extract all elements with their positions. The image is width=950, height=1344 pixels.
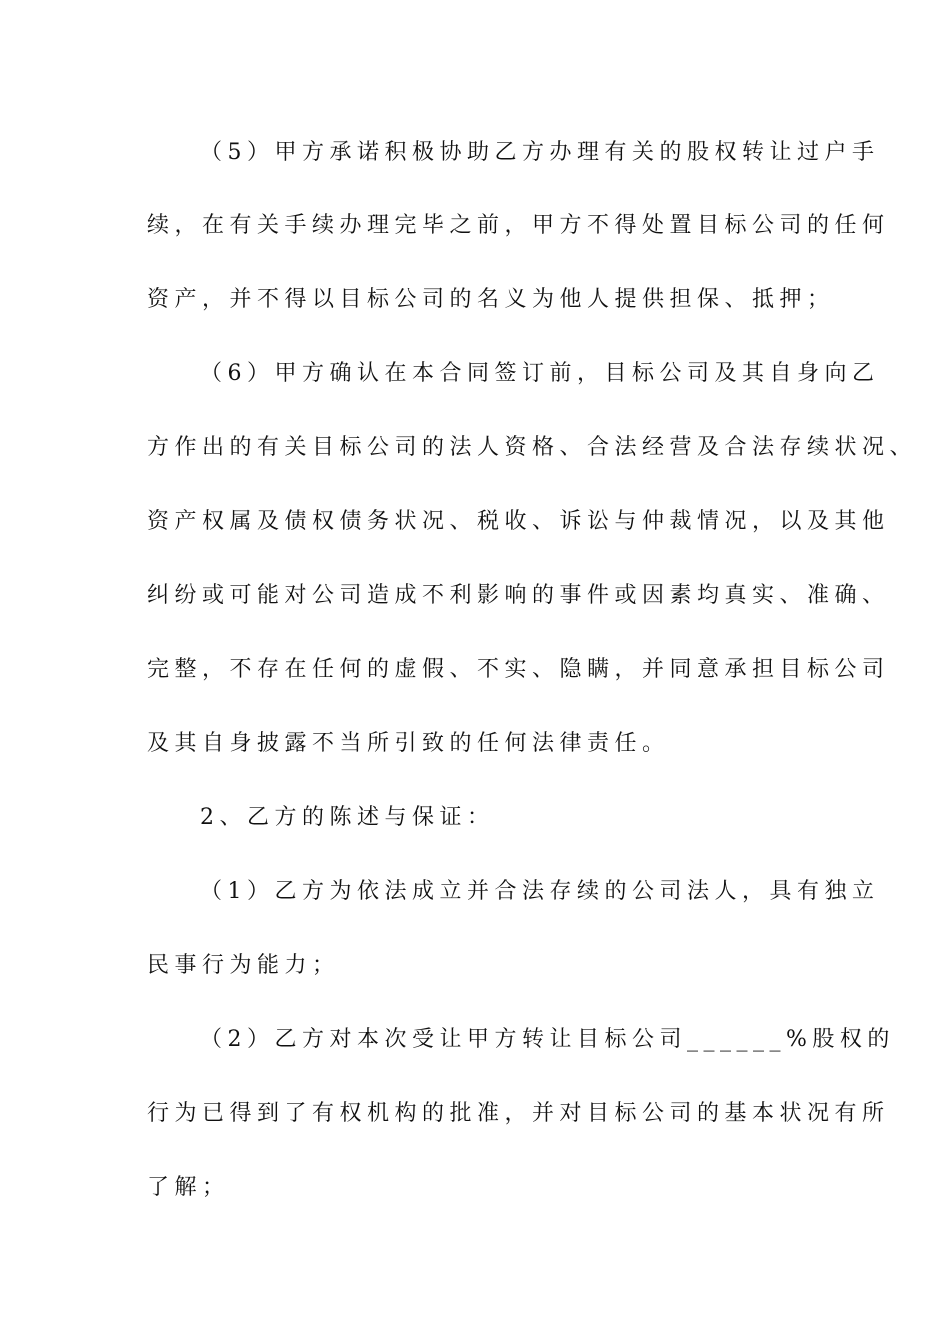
paragraph-b2-line-2: 行为已得到了有权机构的批准，并对目标公司的基本状况有所 <box>147 1101 890 1126</box>
paragraph-6-line-6: 及其自身披露不当所引致的任何法律责任。 <box>147 731 670 756</box>
section-2-heading: 2、乙方的陈述与保证： <box>200 805 495 830</box>
paragraph-6-line-4: 纠纷或可能对公司造成不利影响的事件或因素均真实、准确、 <box>147 583 890 608</box>
paragraph-6-line-5: 完整，不存在任何的虚假、不实、隐瞒，并同意承担目标公司 <box>147 657 890 682</box>
paragraph-5-line-3: 资产，并不得以目标公司的名义为他人提供担保、抵押； <box>147 287 835 312</box>
paragraph-6-line-2: 方作出的有关目标公司的法人资格、合法经营及合法存续状况、 <box>147 435 918 460</box>
paragraph-6-line-1: （6）甲方确认在本合同签订前，目标公司及其自身向乙 <box>200 361 880 386</box>
paragraph-b1-line-2: 民事行为能力； <box>147 953 340 978</box>
paragraph-5-line-1: （5）甲方承诺积极协助乙方办理有关的股权转让过户手 <box>200 140 880 165</box>
paragraph-b2-line-1: （2）乙方对本次受让甲方转让目标公司______%股权的 <box>200 1027 895 1052</box>
paragraph-5-line-2: 续，在有关手续办理完毕之前，甲方不得处置目标公司的任何 <box>147 213 890 238</box>
paragraph-6-line-3: 资产权属及债权债务状况、税收、诉讼与仲裁情况，以及其他 <box>147 509 890 534</box>
paragraph-b2-line-3: 了解； <box>147 1175 230 1200</box>
paragraph-b1-line-1: （1）乙方为依法成立并合法存续的公司法人，具有独立 <box>200 879 880 904</box>
